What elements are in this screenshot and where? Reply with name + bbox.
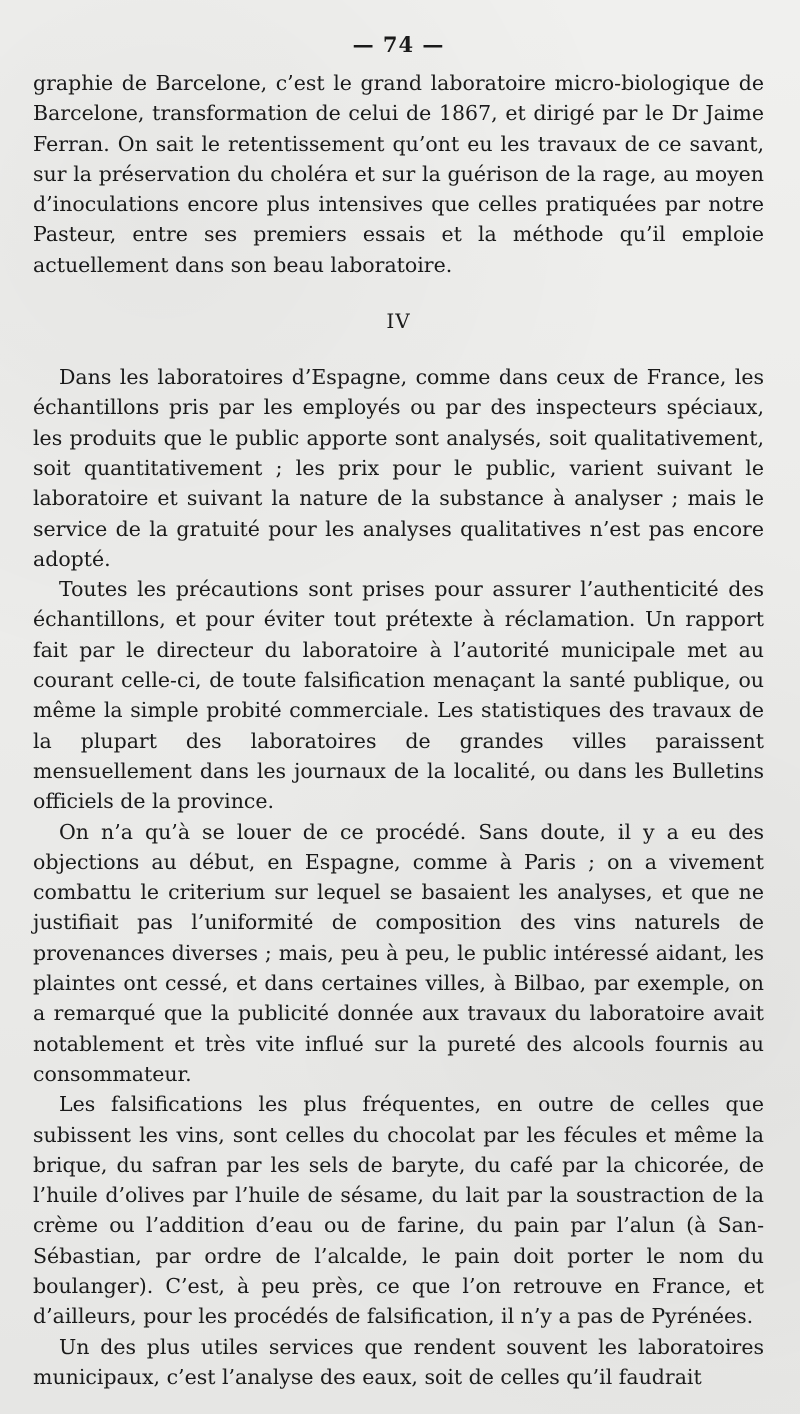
paragraph: Toutes les précautions sont prises pour assurer l’authenticité des échantillons, et pour éviter tout prétexte à réclamation. Un rapport fait par le directeur du laboratoire à l’autorité municipale met au courant celle-ci, de toute falsification menaçant la santé publique, ou même la simple probité commerciale. Les statistiques des travaux de la plupart des laboratoires de grandes villes paraissent mensuellement dans les journaux de la localité, ou dans les Bulletins officiels de la province. [33, 577, 764, 814]
paragraph: Dans les laboratoires d’Espagne, comme dans ceux de France, les échantillons pris par les employés ou par des inspecteurs spéciaux, les produits que le public apporte sont analysés, soit qualitativement, soit quantitativement ; les prix pour le public, varient suivant le laboratoire et suivant la nature de la substance à analyser ; mais le service de la gratuité pour les analyses qualitatives n’est pas encore adopté. [33, 365, 764, 571]
section-heading: IV [386, 309, 411, 334]
page-number: — 74 — [352, 32, 445, 57]
paragraph: Les falsifications les plus fréquentes, en outre de celles que subissent les vins, sont celles du chocolat par les fécules et même la brique, du safran par les sels de baryte, du café par la chicorée, de l’huile d’olives par l’huile de sésame, du lait par la soustraction de la crème ou l’addition d’eau ou de farine, du pain par l’alun (à San-Sébastian, par ordre de l’alcalde, le pain doit porter le nom du boulanger). C’est, à peu près, ce que l’on retrouve en France, et d’ailleurs, pour les procédés de falsification, il n’y a pas de Pyrénées. [33, 1092, 764, 1329]
paragraph: On n’a qu’à se louer de ce procédé. Sans doute, il y a eu des objections au début, en Espagne, comme à Paris ; on a vivement combattu le criterium sur lequel se basaient les analyses, et que ne justifiait pas l’uniformité de composition des vins naturels de provenances diverses ; mais, peu à peu, le public intéressé aidant, les plaintes ont cessé, et dans certaines villes, à Bilbao, par exemple, on a remarqué que la publicité donnée aux travaux du laboratoire avait notablement et très vite influé sur la pureté des alcools fournis au consommateur. [33, 819, 764, 1086]
paragraph-continued: graphie de Barcelone, c’est le grand laboratoire micro-biologique de Barcelone, transformation de celui de 1867, et dirigé par le Dr Jaime Ferran. On sait le retentissement qu’ont eu les travaux de ce savant, sur la préservation du choléra et sur la guérison de la rage, au moyen d’inoculations encore plus intensives que celles pratiquées par notre Pasteur, entre ses premiers essais et la méthode qu’il emploie actuellement dans son beau laboratoire. [33, 71, 764, 277]
paragraph: Un des plus utiles services que rendent souvent les laboratoires municipaux, c’est l’analyse des eaux, soit de celles qu’il faudrait [33, 1334, 764, 1389]
